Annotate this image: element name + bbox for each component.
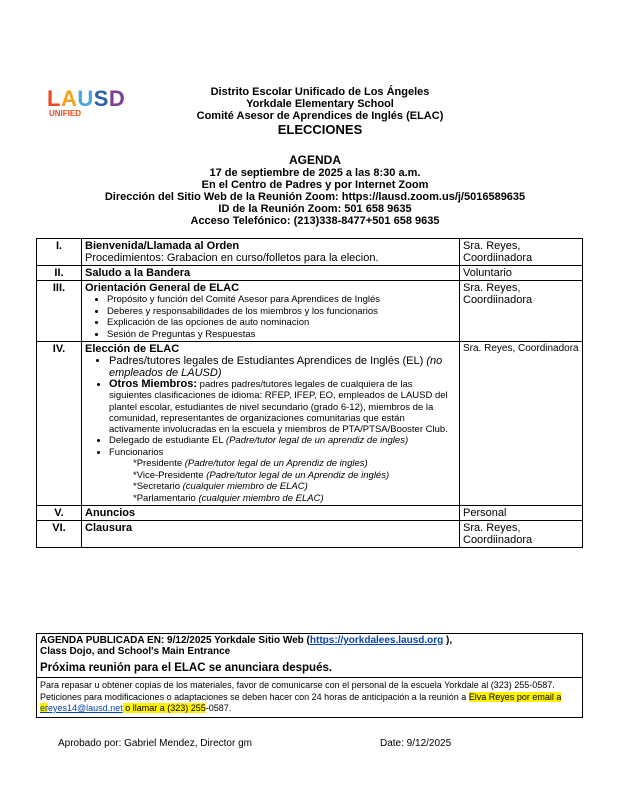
item-detail: Procedimientos: Grabacion en curso/folletos para la elecion. — [85, 252, 379, 264]
list-item — [109, 355, 456, 379]
committee-name: Comité Asesor de Aprendices de Inglés (ELAC) — [196, 110, 444, 122]
accommodation-note — [37, 677, 582, 717]
posted-text-end: ), — [443, 635, 453, 646]
role-name: *Presidente — [133, 458, 185, 470]
orientation-list — [85, 294, 456, 340]
item-number: VI. — [37, 521, 82, 548]
item-title: Anuncios — [82, 506, 460, 521]
school-name: Yorkdale Elementary School — [246, 98, 394, 110]
list-item: • Deberes y responsabilidades de los miembros y los funcionarios — [107, 306, 456, 318]
item-title: Saludo a la Bandera — [82, 266, 460, 281]
logo-letter: A — [60, 86, 78, 111]
table-row — [37, 342, 583, 506]
agenda-table — [36, 238, 583, 548]
role-name: *Vice-Presidente — [133, 469, 207, 481]
zoom-web: Dirección del Sitio Web de la Reunión Zoom: https://lausd.zoom.us/j/5016589635 — [104, 191, 526, 203]
role-note: (Padre/tutor legal de un Aprendiz de ingles) — [184, 458, 368, 470]
item-presenter: Sra. Reyes, Coordiinadora — [460, 239, 583, 266]
meeting-date: 17 de septiembre de 2025 a las 8:30 a.m. — [209, 167, 421, 179]
logo-letter: S — [93, 86, 109, 111]
table-row — [37, 281, 583, 342]
item-number: II. — [37, 266, 82, 281]
list-item — [109, 379, 456, 435]
text: Funcionarios — [109, 446, 164, 458]
role-name: *Parlamentario — [133, 492, 199, 504]
item-title: Clausura — [82, 521, 460, 548]
item-number: V. — [37, 506, 82, 521]
logo-letter: U — [77, 86, 94, 111]
posting-info — [37, 634, 582, 677]
election-list — [85, 355, 456, 458]
item-presenter: Voluntario — [460, 266, 583, 281]
item-content — [82, 239, 460, 266]
highlight-text: o llamar a (323) 255 — [122, 703, 206, 713]
table-row — [37, 239, 583, 266]
list-item: • Sesión de Preguntas y Respuestas — [107, 329, 456, 341]
approved-by: Aprobado por: Gabriel Mendez, Director gm — [58, 738, 252, 749]
text: padres padres/tutores legales de cualquiera de las siguientes clasificaciones de idioma: RFEP, IFEP, EO, empleados de LAUSD del plantel escolar, estudiantes de nivel secundario (grado 6-12), miembros de la comunidad, representantes de organizaciones comunitarias que están activamente involucradas en la escuela y miembros de PTA/PTSA/Booster Club. — [109, 379, 448, 436]
item-title: Bienvenida/Llamada al Orden — [85, 240, 240, 252]
table-row — [37, 266, 583, 281]
officer-roles — [85, 458, 456, 504]
role-note: (cualquier miembro de ELAC) — [182, 481, 308, 493]
posted-text: AGENDA PUBLICADA EN: 9/12/2025 Yorkdale Sitio Web ( — [40, 635, 310, 646]
item-number: I. — [37, 239, 82, 266]
district-name: Distrito Escolar Unificado de Los Ángeles — [210, 86, 430, 98]
highlight-text: Elva Reyes por email a — [468, 691, 562, 702]
event-title: ELECCIONES — [277, 122, 363, 137]
logo-letter: L — [47, 86, 61, 111]
table-row — [37, 506, 583, 521]
agenda-title: AGENDA — [288, 153, 341, 167]
item-title: Orientación General de ELAC — [85, 282, 240, 294]
role-note: (cualquier miembro de ELAC) — [198, 492, 324, 504]
next-meeting: Próxima reunión para el ELAC se anunciara después. — [40, 662, 333, 674]
table-row — [37, 521, 583, 548]
document-header — [60, 86, 580, 137]
school-website-link[interactable]: https://yorkdalees.lausd.org — [309, 635, 444, 646]
item-presenter: Sra. Reyes, Coordiinadora — [460, 521, 583, 548]
item-number: IV. — [37, 342, 82, 506]
item-presenter: Sra. Reyes, Coordiinadora — [460, 281, 583, 342]
note-text-end: -0587. — [205, 703, 232, 713]
logo-letter: D — [108, 86, 126, 111]
item-presenter: Sra. Reyes, Coordinadora — [460, 342, 583, 506]
note-text: Para repasar u obtener copias de los materiales, favor de comunicarse con el personal de la escuela Yorkdale al (323) 255-0587. Peticiones para modificaciones o adaptaciones se deben hacer con 24 horas de anticipación a la reunión a — [40, 680, 555, 702]
text: Padres/tutores legales de Estudiantes Aprendices de Inglés (EL) — [109, 355, 427, 367]
list-item — [109, 435, 456, 446]
note: (no empleados de LAUSD) — [109, 355, 443, 379]
list-item — [109, 447, 456, 458]
logo-sub: UNIFIED — [49, 109, 81, 118]
footer-box — [36, 633, 583, 718]
meeting-location: En el Centro de Padres y por Internet Zoom — [201, 179, 429, 191]
role-name: *Secretario — [133, 481, 183, 493]
posted-line-2: Class Dojo, and School's Main Entrance — [40, 646, 231, 657]
role-line — [133, 481, 456, 493]
item-content — [82, 281, 460, 342]
phone-access: Acceso Telefónico: (213)338-8477+501 658 9635 — [190, 215, 440, 227]
item-presenter: Personal — [460, 506, 583, 521]
list-item: • Explicación de las opciones de auto nominacion — [107, 317, 456, 329]
zoom-id: ID de la Reunión Zoom: 501 658 9635 — [218, 203, 412, 215]
item-number: III. — [37, 281, 82, 342]
text: Delegado de estudiante EL — [109, 435, 226, 447]
role-line — [133, 493, 456, 505]
role-line — [133, 458, 456, 470]
email-link-start[interactable]: er — [40, 703, 49, 713]
item-content — [82, 342, 460, 506]
role-note: (Padre/tutor legal de un Aprendiz de inglés) — [206, 469, 390, 481]
agenda-info — [50, 154, 580, 227]
role-line — [133, 470, 456, 482]
item-title: Elección de ELAC — [85, 343, 180, 355]
note: (Padre/tutor legal de un aprendiz de ingles) — [225, 435, 409, 447]
label: Otros Miembros: — [109, 378, 198, 390]
email-link[interactable]: eyes14@lausd.net — [48, 703, 123, 713]
approval-date: Date: 9/12/2025 — [380, 738, 452, 749]
list-item: • Propósito y función del Comité Asesor para Aprendices de Inglés — [107, 294, 456, 306]
